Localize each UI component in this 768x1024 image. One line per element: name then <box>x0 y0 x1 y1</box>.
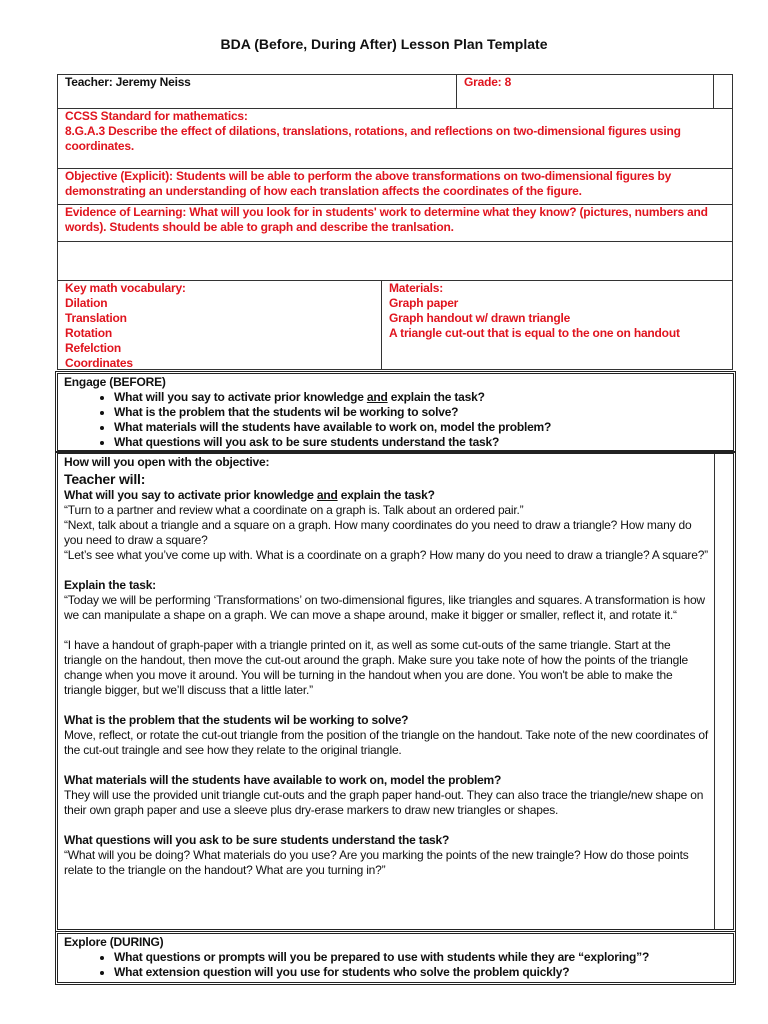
vocabulary-heading: Key math vocabulary: <box>65 281 186 295</box>
explain-paragraph: “Today we will be performing ‘Transformations’ on two-dimensional figures, like triangles and squares. A transformation is how we can manipulate a shape on a graph. We can move a shape around, make it bigger or smaller, reflect it, and rotate it.“ <box>64 593 705 622</box>
explore-bullet: • What questions or prompts will you be prepared to use with students while they are “exploring”? <box>114 950 727 965</box>
explain-heading: Explain the task: <box>64 578 156 592</box>
objective-row: Objective (Explicit): Students will be able to perform the above transformations on two-dimensional figures by demonstrating an understanding of how each translation affects the coordinates of the figure. <box>58 169 732 205</box>
vocab-item: Refelction <box>65 341 122 355</box>
question-text: What will you say to activate prior knowledge <box>64 488 317 502</box>
engage-bullet: • What is the problem that the students wil be working to solve? <box>114 405 727 420</box>
vocab-item: Coordinates <box>65 356 133 370</box>
vocab-item: Translation <box>65 311 127 325</box>
answer-understanding: “What will you be doing? What materials do you use? Are you marking the points of the new traingle? How do those points relate to the triangle on the handout? What are you turning in?” <box>64 848 689 877</box>
bullet-text: explain the task? <box>387 390 485 404</box>
vocab-item: Dilation <box>65 296 108 310</box>
question-problem: What is the problem that the students wil be working to solve? <box>64 713 409 727</box>
teacher-cell: Teacher: Jeremy Neiss <box>58 75 457 108</box>
answer-line: “Next, talk about a triangle and a square on a graph. How many coordinates do you need to draw a triangle? How many do you need to draw a square? <box>64 518 692 547</box>
question-prior-knowledge <box>64 488 708 503</box>
engage-bullet: • What materials will the students have available to work on, model the problem? <box>114 420 727 435</box>
document-title: BDA (Before, During After) Lesson Plan Template <box>220 36 548 52</box>
engage-bullet <box>114 390 727 405</box>
ccss-text: 8.G.A.3 Describe the effect of dilations, translations, rotations, and reflections on two-dimensional figures using coordinates. <box>65 124 681 153</box>
explain-paragraph: “I have a handout of graph-paper with a triangle printed on it, as well as some cut-outs of the same triangle. Start at the triangle on the handout, then move the cut-out around the graph. Make sure you take note of how the points of the triangle change when you move it around. You will be turning in the handout when you are done. You won't be able to make the triangle bigger, but we’ll discuss that a little later.” <box>64 638 689 697</box>
explore-bullet: • What extension question will you use for students who solve the problem quickly? <box>114 965 727 980</box>
materials-cell <box>382 281 732 369</box>
grade-cell: Grade: 8 <box>457 75 714 108</box>
empty-row <box>58 242 732 281</box>
explore-bullets <box>64 950 727 980</box>
answer-line: “Let’s see what you’ve come up with. What is a coordinate on a graph? How many do you need to draw a triangle? A square?” <box>64 548 708 562</box>
material-item: Graph paper <box>389 296 459 310</box>
vocab-materials-row <box>58 281 732 369</box>
engage-bullets <box>64 390 727 450</box>
opening-question: How will you open with the objective: <box>64 455 270 469</box>
engage-bullet: • What questions will you ask to be sure students understand the task? <box>114 435 727 450</box>
opening-section <box>55 451 736 932</box>
material-item: A triangle cut-out that is equal to the one on handout <box>389 326 680 340</box>
question-materials: What materials will the students have available to work on, model the problem? <box>64 773 502 787</box>
bullet-text: What will you say to activate prior knowledge <box>114 390 367 404</box>
teacher-will-heading: Teacher will: <box>64 471 146 487</box>
lesson-info-table <box>57 74 733 370</box>
ccss-row <box>58 109 732 169</box>
ccss-heading: CCSS Standard for mathematics: <box>65 109 248 123</box>
question-text: explain the task? <box>337 488 435 502</box>
materials-heading: Materials: <box>389 281 444 295</box>
explore-heading: Explore (DURING) <box>64 935 164 949</box>
answer-materials: They will use the provided unit triangle cut-outs and the graph paper hand-out. They can also trace the triangle/new shape on their own graph paper and use a sleeve plus dry-erase markers to draw new triangles or shapes. <box>64 788 704 817</box>
empty-cell <box>714 75 732 108</box>
material-item: Graph handout w/ drawn triangle <box>389 311 571 325</box>
engage-heading: Engage (BEFORE) <box>64 375 166 389</box>
explore-section <box>55 931 736 985</box>
bullet-underlined: and <box>366 390 388 404</box>
answer-problem: Move, reflect, or rotate the cut-out triangle from the position of the triangle on the handout. Take note of the new coordinates of the cut-out traingle and see how they relate to the original triangle. <box>64 728 708 757</box>
question-understanding: What questions will you ask to be sure students understand the task? <box>64 833 450 847</box>
teacher-grade-row <box>58 75 732 109</box>
answer-line: “Turn to a partner and review what a coordinate on a graph is. Talk about an ordered pair.” <box>64 503 524 517</box>
question-underlined: and <box>316 488 338 502</box>
evidence-row: Evidence of Learning: What will you look for in students' work to determine what they know? (pictures, numbers and words). Students should be able to graph and describe the tranlsation. <box>58 205 732 242</box>
vocab-item: Rotation <box>65 326 113 340</box>
vocabulary-cell <box>58 281 382 369</box>
engage-section <box>55 371 736 453</box>
